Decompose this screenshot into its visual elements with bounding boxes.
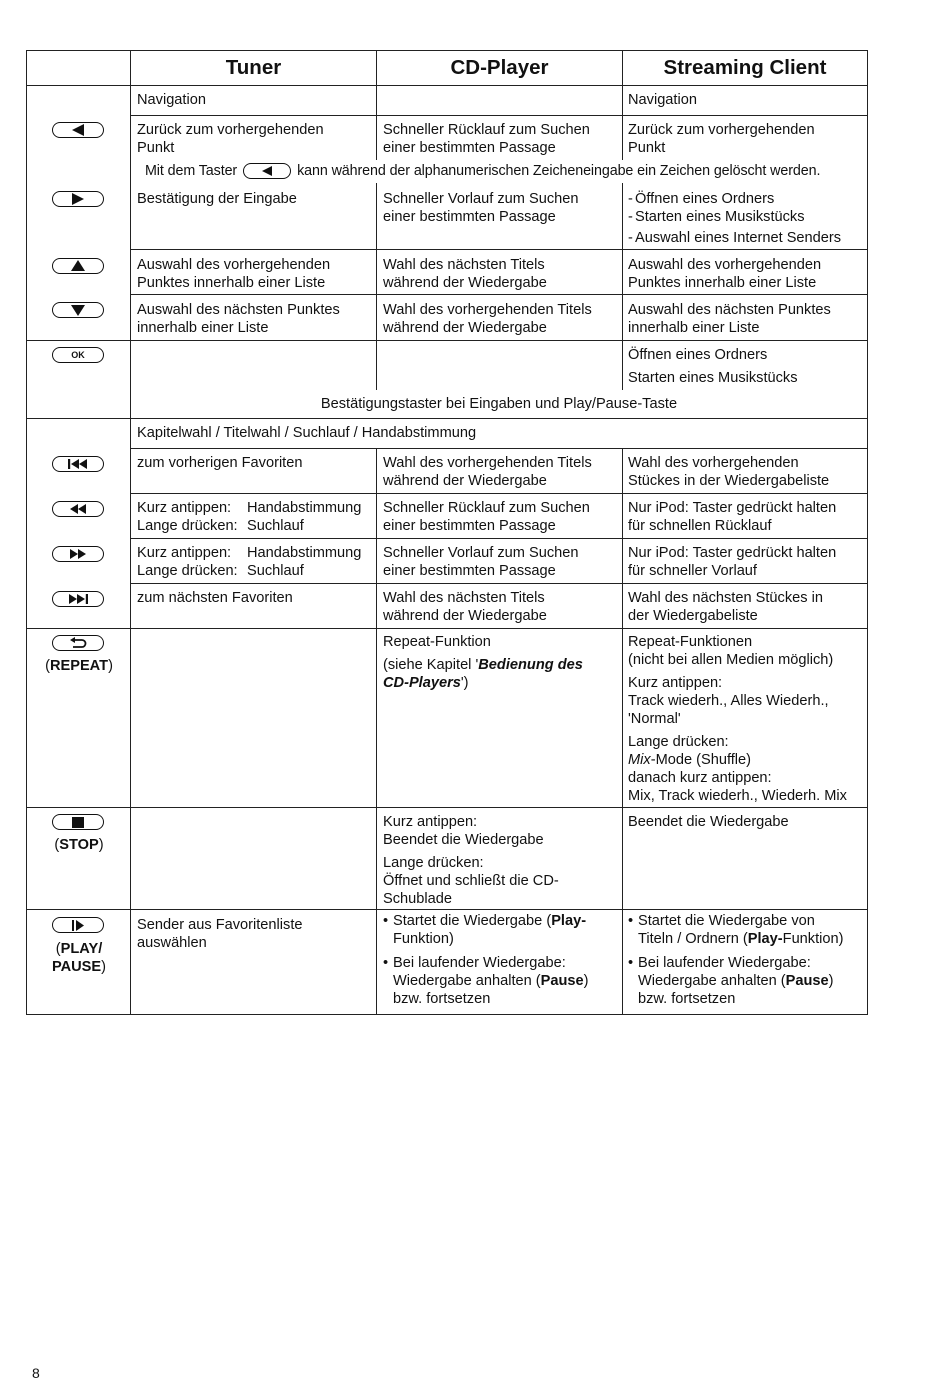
repeat-streaming: Repeat-Funktionen (nicht bei allen Medien möglich) Kurz antippen: Track wiederh., Alles Wiederh., 'Normal' Lange drücken: Mix-Mode (Shuffle) danach kurz antippen: Mix, Track wiederh., Wiederh. Mix	[628, 634, 847, 804]
chapter-shared: Kapitelwahl / Titelwahl / Suchlauf / Handabstimmung	[137, 425, 477, 441]
stop-cd: Kurz antippen: Beendet die Wiedergabe Lange drücken: Öffnet und schließt die CD- Schublade	[383, 814, 559, 907]
repeat-button-icon	[52, 635, 104, 651]
down-arrow-button-icon	[52, 302, 104, 318]
skip-previous-button-icon	[52, 456, 104, 472]
right-streaming: - Öffnen eines Ordners - Starten eines Musikstücks - Auswahl eines Internet Senders	[628, 190, 841, 247]
fast-forward-button-icon	[52, 546, 104, 562]
page-number: 8	[32, 1365, 40, 1381]
repeat-label: (REPEAT)	[45, 658, 113, 674]
play-streaming: • Startet die Wiedergabe von Titeln / Ordnern (Play-Funktion) • Bei laufender Wiedergabe: Wiedergabe anhalten (Pause) bzw. fortsetzen	[628, 912, 844, 1008]
header-streaming-client: Streaming Client	[663, 56, 827, 79]
left-cd: Schneller Rücklauf zum Suchen einer bestimmten Passage	[383, 122, 590, 156]
nav-streaming: Navigation	[628, 92, 697, 108]
forward-tuner: Kurz antippen: Handabstimmung Lange drücken: Suchlauf	[137, 545, 362, 579]
ok-button-icon: OK	[52, 347, 104, 363]
next-streaming: Wahl des nächsten Stückes in der Wiedergabeliste	[628, 590, 823, 624]
left-key-note: Mit dem Taster kann während der alphanumerischen Zeicheneingabe ein Zeichen gelöscht werden.	[145, 163, 821, 179]
left-arrow-button-icon	[52, 122, 104, 138]
stop-label: (STOP)	[54, 837, 104, 853]
up-streaming: Auswahl des vorhergehenden Punktes innerhalb einer Liste	[628, 257, 822, 291]
down-streaming: Auswahl des nächsten Punktes innerhalb einer Liste	[628, 302, 831, 336]
right-cd: Schneller Vorlauf zum Suchen einer bestimmten Passage	[383, 191, 579, 225]
prev-tuner: zum vorherigen Favoriten	[137, 455, 303, 471]
play-pause-label: (PLAY/ PAUSE)	[51, 941, 107, 975]
prev-cd: Wahl des vorhergehenden Titels während der Wiedergabe	[383, 455, 592, 489]
forward-cd: Schneller Vorlauf zum Suchen einer bestimmten Passage	[383, 545, 579, 579]
up-tuner: Auswahl des vorhergehenden Punktes innerhalb einer Liste	[137, 257, 331, 291]
play-cd: • Startet die Wiedergabe (Play- Funktion) • Bei laufender Wiedergabe: Wiedergabe anhalten (Pause) bzw. fortsetzen	[383, 912, 589, 1008]
left-streaming: Zurück zum vorhergehenden Punkt	[628, 122, 815, 156]
header-tuner: Tuner	[225, 56, 282, 79]
ok-streaming: Öffnen eines Ordners Starten eines Musikstücks	[628, 347, 798, 386]
next-tuner: zum nächsten Favoriten	[137, 590, 293, 606]
prev-streaming: Wahl des vorhergehenden Stückes in der Wiedergabeliste	[628, 455, 830, 489]
play-pause-button-icon	[52, 917, 104, 933]
left-tuner: Zurück zum vorhergehenden Punkt	[137, 122, 324, 156]
play-tuner: Sender aus Favoritenliste auswählen	[137, 917, 303, 951]
ok-shared: Bestätigungstaster bei Eingaben und Play/Pause-Taste	[320, 396, 678, 412]
rewind-button-icon	[52, 501, 104, 517]
stop-button-icon	[52, 814, 104, 830]
down-cd: Wahl des vorhergehenden Titels während der Wiedergabe	[383, 302, 592, 336]
rewind-streaming: Nur iPod: Taster gedrückt halten für schnellen Rücklauf	[628, 500, 837, 534]
rewind-tuner: Kurz antippen: Handabstimmung Lange drücken: Suchlauf	[137, 500, 362, 534]
up-cd: Wahl des nächsten Titels während der Wiedergabe	[383, 257, 547, 291]
stop-streaming: Beendet die Wiedergabe	[628, 814, 789, 830]
right-arrow-button-icon	[52, 191, 104, 207]
right-tuner: Bestätigung der Eingabe	[137, 191, 297, 207]
up-arrow-button-icon	[52, 258, 104, 274]
skip-next-button-icon	[52, 591, 104, 607]
left-arrow-inline-icon	[243, 163, 291, 179]
rewind-cd: Schneller Rücklauf zum Suchen einer bestimmten Passage	[383, 500, 590, 534]
next-cd: Wahl des nächsten Titels während der Wiedergabe	[383, 590, 547, 624]
forward-streaming: Nur iPod: Taster gedrückt halten für schneller Vorlauf	[628, 545, 837, 579]
header-cd-player: CD-Player	[450, 56, 549, 79]
down-tuner: Auswahl des nächsten Punktes innerhalb einer Liste	[137, 302, 340, 336]
repeat-cd: Repeat-Funktion (siehe Kapitel 'Bedienung des CD-Players')	[383, 634, 583, 691]
nav-tuner: Navigation	[137, 92, 206, 108]
